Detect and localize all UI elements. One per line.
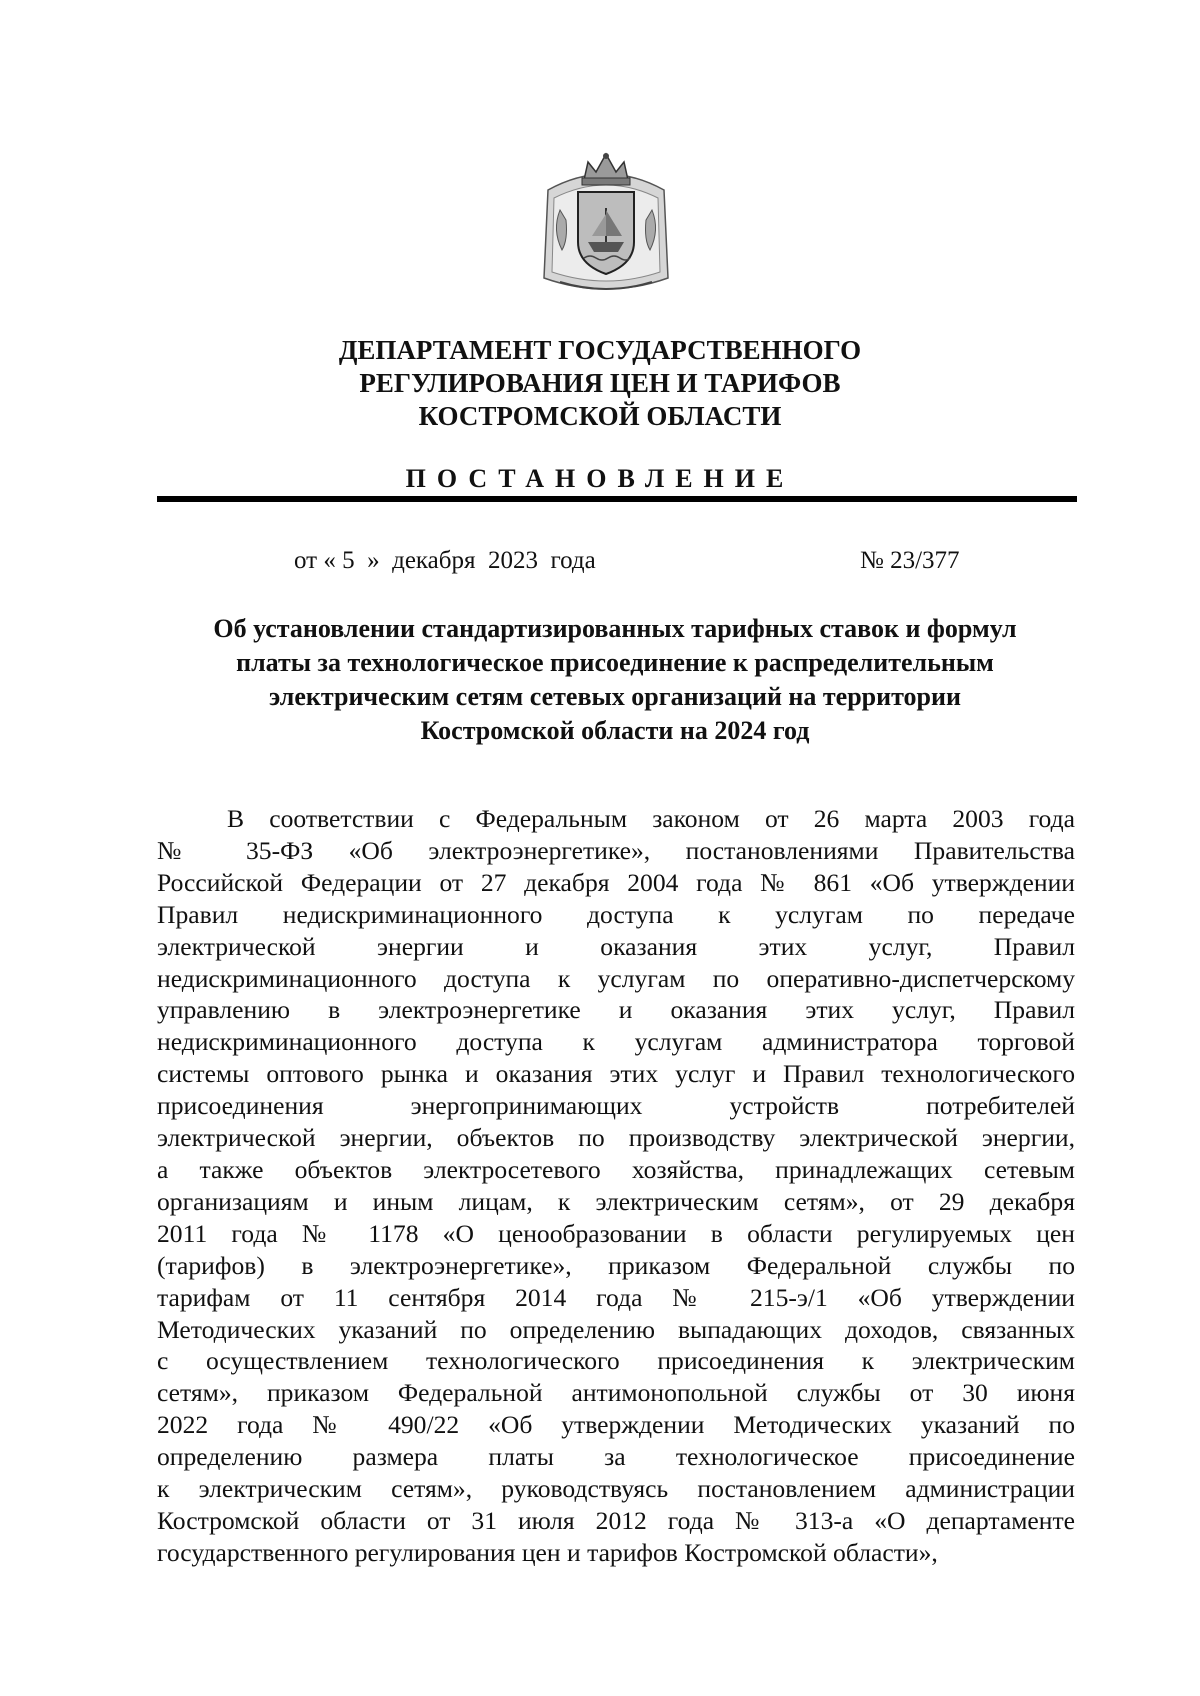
body-line: № 35-ФЗ «Об электроэнергетике», постановлениями Правительства bbox=[157, 835, 1075, 865]
document-number: № 23/377 bbox=[860, 547, 960, 574]
organization-title bbox=[160, 334, 1040, 433]
org-title-line: ДЕПАРТАМЕНТ ГОСУДАРСТВЕННОГО bbox=[338, 335, 862, 365]
coat-of-arms-icon bbox=[540, 150, 672, 298]
document-subject bbox=[150, 612, 1080, 748]
body-line: к электрическим сетям», руководствуясь постановлением администрации bbox=[157, 1474, 1075, 1504]
body-line: Правил недискриминационного доступа к услугам по передаче bbox=[157, 899, 1075, 929]
body-line: государственного регулирования цен и тарифов Костромской области», bbox=[157, 1537, 938, 1567]
body-line: а также объектов электросетевого хозяйства, принадлежащих сетевым bbox=[157, 1154, 1075, 1184]
body-line: управлению в электроэнергетике и оказания этих услуг, Правил bbox=[157, 995, 1075, 1025]
body-line: 2011 года № 1178 «О ценообразовании в области регулируемых цен bbox=[157, 1218, 1075, 1248]
body-line: организациям и иным лицам, к электрическим сетям», от 29 декабря bbox=[157, 1186, 1075, 1216]
body-paragraph bbox=[157, 803, 1075, 1569]
body-line: недискриминационного доступа к услугам по оперативно-диспетчерскому bbox=[157, 963, 1075, 993]
org-title-line: РЕГУЛИРОВАНИЯ ЦЕН И ТАРИФОВ bbox=[359, 368, 841, 398]
body-line: электрической энергии, объектов по производству электрической энергии, bbox=[157, 1123, 1075, 1153]
body-line: 2022 года № 490/22 «Об утверждении Методических указаний по bbox=[157, 1410, 1075, 1440]
body-line: Костромской области от 31 июля 2012 года № 313-а «О департаменте bbox=[157, 1505, 1075, 1535]
body-line: тарифам от 11 сентября 2014 года № 215-э/1 «Об утверждении bbox=[157, 1282, 1075, 1312]
document-date: от « 5 » декабря 2023 года bbox=[294, 547, 596, 574]
org-title-line: КОСТРОМСКОЙ ОБЛАСТИ bbox=[418, 401, 782, 431]
body-line: сетям», приказом Федеральной антимонопольной службы от 30 июня bbox=[157, 1378, 1075, 1408]
body-line: недискриминационного доступа к услугам администратора торговой bbox=[157, 1027, 1075, 1057]
subject-line: Костромской области на 2024 год bbox=[420, 716, 810, 745]
subject-line: Об установлении стандартизированных тарифных ставок и формул bbox=[213, 614, 1017, 643]
document-type: ПОСТАНОВЛЕНИЕ bbox=[405, 464, 795, 493]
body-line: системы оптового рынка и оказания этих услуг и Правил технологического bbox=[157, 1059, 1075, 1089]
subject-line: платы за технологическое присоединение к распределительным bbox=[236, 648, 994, 677]
body-line: Российской Федерации от 27 декабря 2004 года № 861 «Об утверждении bbox=[157, 867, 1075, 897]
body-line: определению размера платы за технологическое присоединение bbox=[157, 1442, 1075, 1472]
header-divider bbox=[157, 496, 1077, 502]
body-line: присоединения энергопринимающих устройств потребителей bbox=[157, 1091, 1075, 1121]
subject-line: электрическим сетям сетевых организаций на территории bbox=[269, 682, 961, 711]
body-line: электрической энергии и оказания этих услуг, Правил bbox=[157, 931, 1075, 961]
body-line: В соответствии с Федеральным законом от 26 марта 2003 года bbox=[227, 804, 1075, 833]
body-line: (тарифов) в электроэнергетике», приказом Федеральной службы по bbox=[157, 1250, 1075, 1280]
body-line: Методических указаний по определению выпадающих доходов, связанных bbox=[157, 1314, 1075, 1344]
body-line: с осуществлением технологического присоединения к электрическим bbox=[157, 1346, 1075, 1376]
